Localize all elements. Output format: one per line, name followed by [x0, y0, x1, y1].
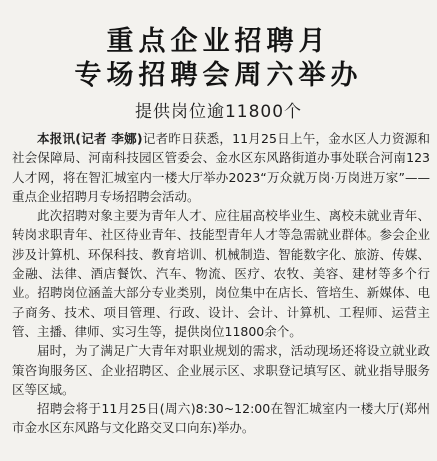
- paragraph-3: 届时，为了满足广大青年对职业规划的需求，活动现场还将设立就业政策咨询服务区、企业招聘区、企业展示区、求职登记填写区、就业指导服务区等区域。: [12, 343, 430, 397]
- headline-line-2: 专场招聘会周六举办: [74, 60, 363, 91]
- byline: 本报讯(记者 李娜): [37, 131, 143, 146]
- paragraph-1: [12, 129, 430, 206]
- headline-line-1: 重点企业招聘月: [106, 26, 331, 57]
- article-body: [12, 129, 430, 438]
- paragraph-1-text: 记者昨日获悉，11月25日上午，金水区人力资源和社会保障局、河南科技园区管委会、金水区东风路街道办事处联合河南123人才网，将在智汇城室内一楼大厅举办2023“万众就万岗·万岗进万家”——重点企业招聘月专场招聘会活动。: [12, 131, 431, 204]
- paragraph-2: 此次招聘对象主要为青年人才、应往届高校毕业生、离校未就业青年、转岗求职青年、社区待业青年、技能型青年人才等急需就业群体。参会企业涉及计算机、环保科技、教育培训、机械制造、智能数字化、旅游、传媒、金融、法律、酒店餐饮、汽车、物流、医疗、农牧、美容、建材等多个行业。招聘岗位涵盖大部分专业类别，岗位集中在店长、管培生、新媒体、电子商务、技术、项目管理、行政、设计、会计、计算机、工程师、运营主管、主播、律师、实习生等，提供岗位11800余个。: [12, 208, 430, 339]
- subheadline: 提供岗位逾11800个: [134, 102, 303, 122]
- paragraph-4: 招聘会将于11月25日(周六)8:30~12:00在智汇城室内一楼大厅(郑州市金水区东风路与文化路交叉口向东)举办。: [12, 401, 430, 436]
